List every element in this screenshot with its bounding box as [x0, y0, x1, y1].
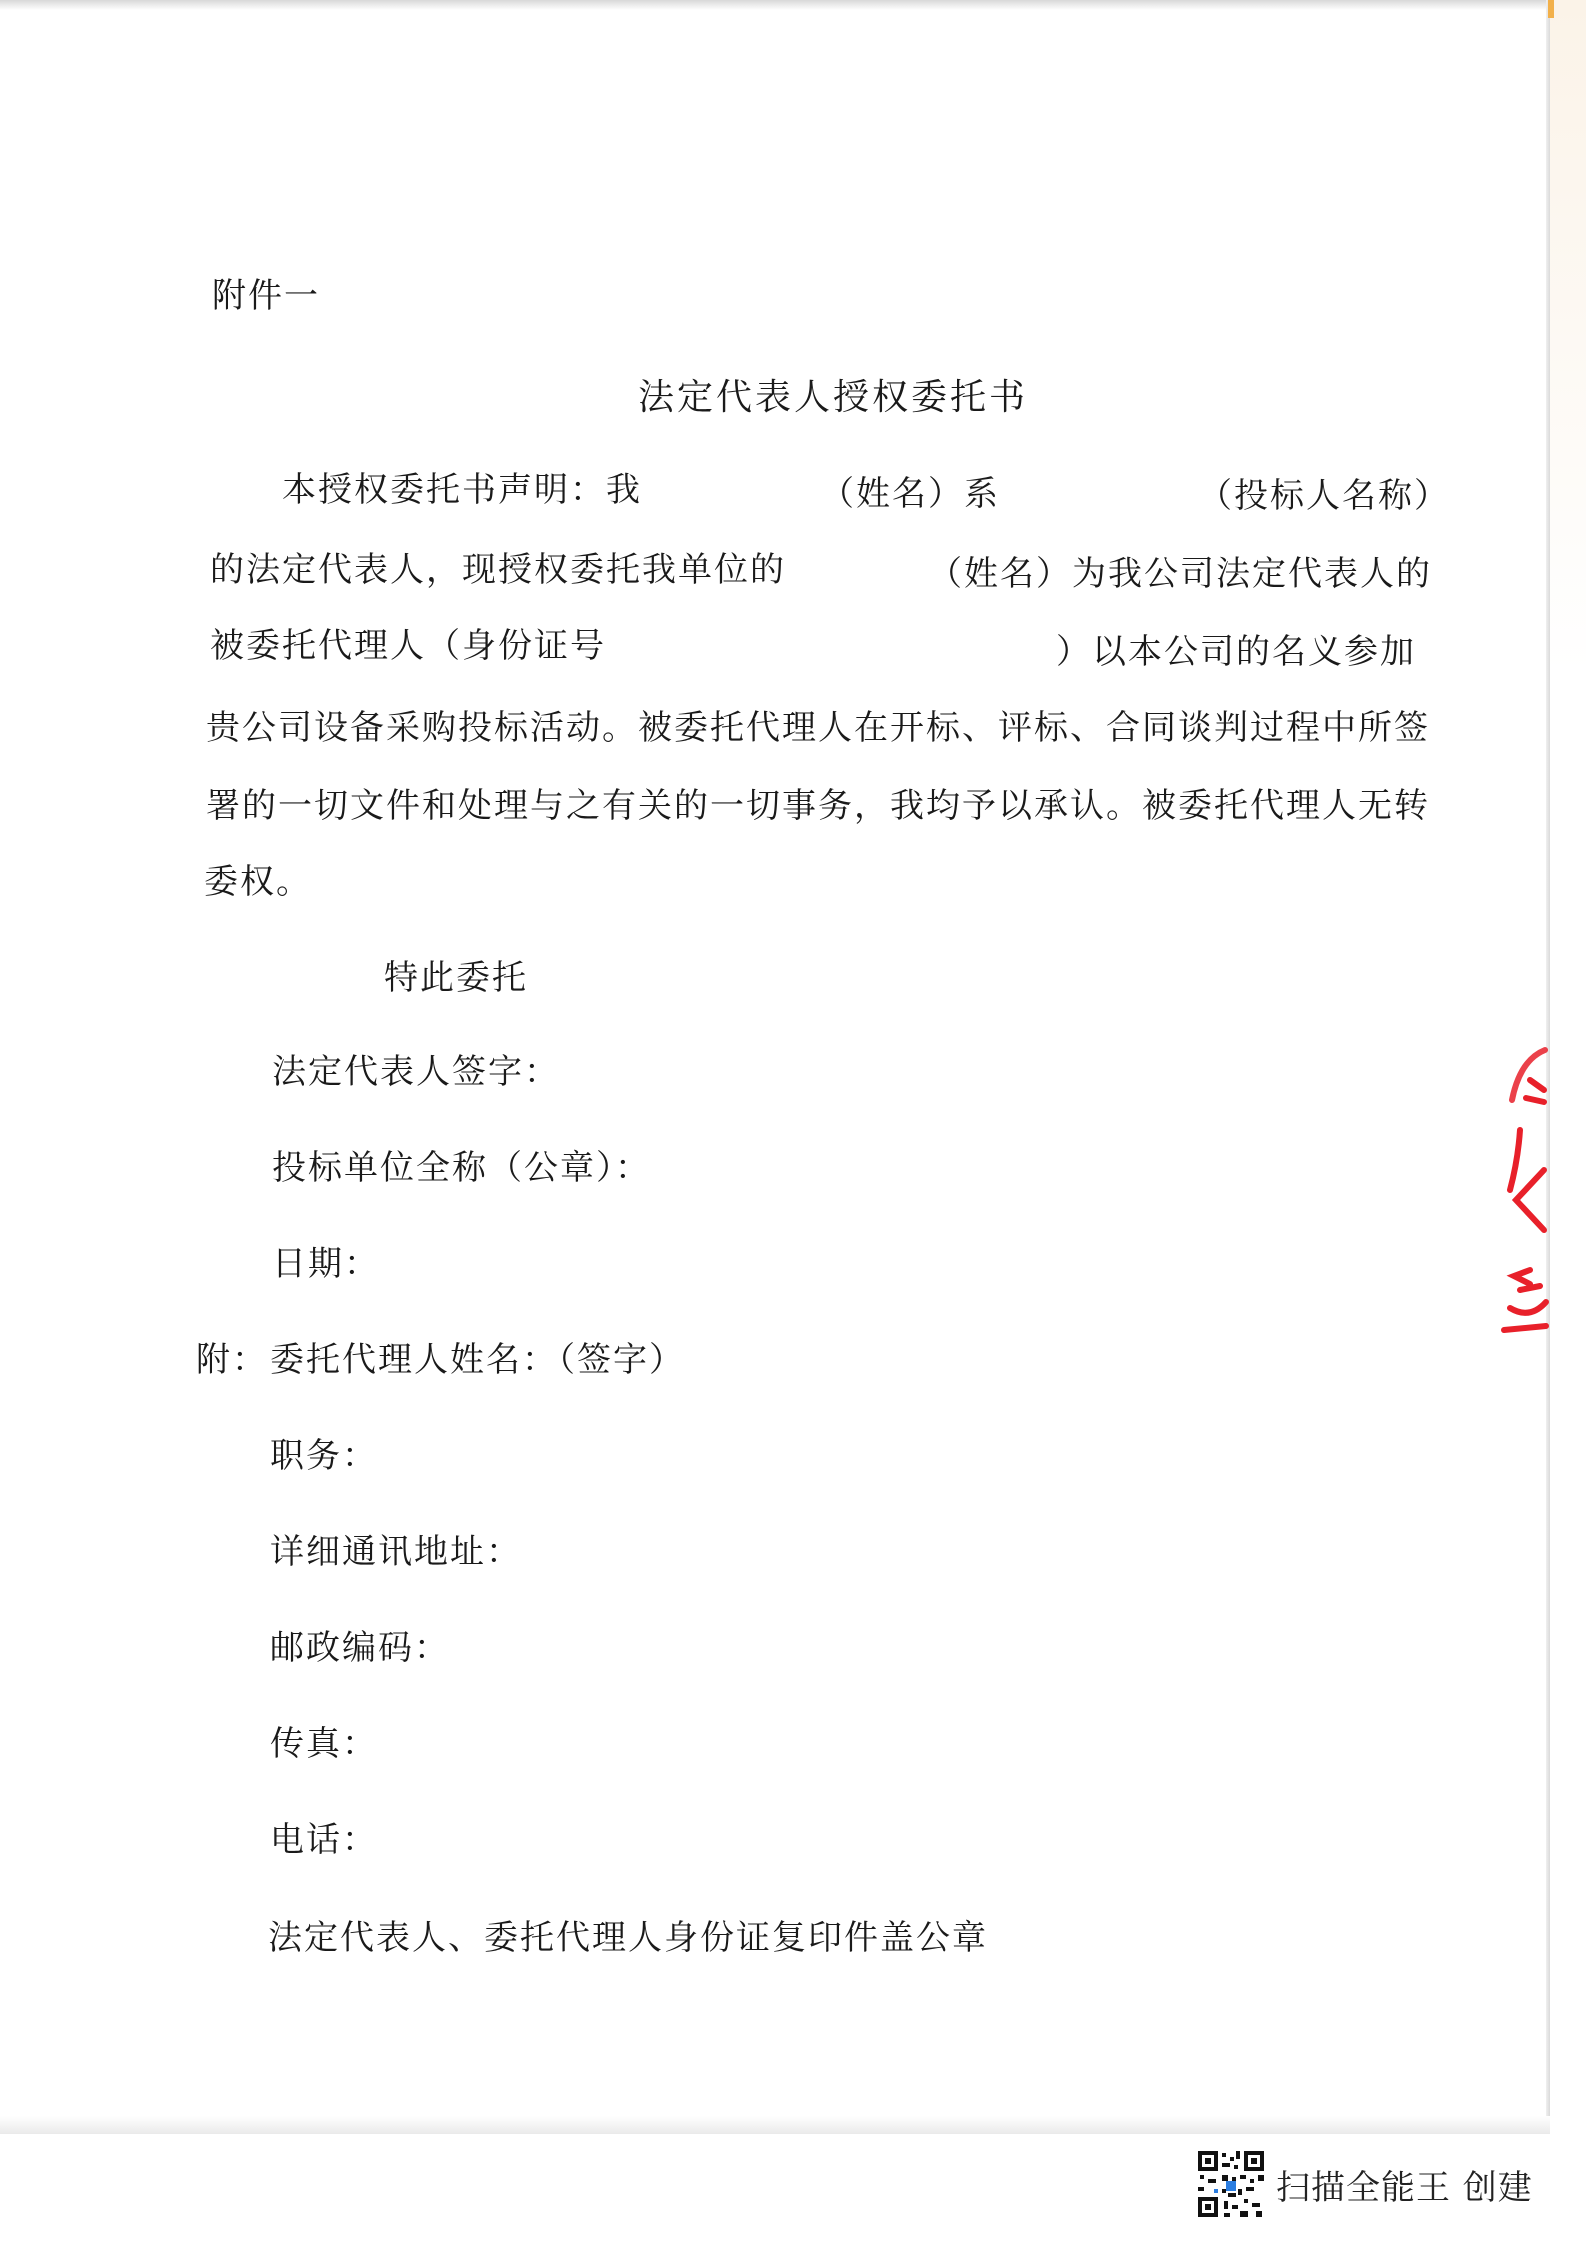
document-title: 法定代表人授权委托书	[638, 377, 1029, 418]
date-label: 日期：	[272, 1244, 380, 1284]
agent-postcode-label: 邮政编码：	[270, 1628, 450, 1668]
legal-rep-signature-label: 法定代表人签字：	[272, 1052, 560, 1092]
declaration-line1-b: （姓名）系	[820, 474, 1000, 514]
scanner-watermark	[1196, 2152, 1533, 2216]
attachment-label: 附件一	[212, 276, 320, 316]
scan-edge-mark	[1548, 0, 1554, 18]
declaration-line2-b: （姓名）为我公司法定代表人的	[928, 554, 1432, 594]
agent-address-label: 详细通讯地址：	[270, 1532, 522, 1572]
declaration-line3-a: 被委托代理人（身份证号	[210, 626, 606, 666]
id-copy-note: 法定代表人、委托代理人身份证复印件盖公章	[268, 1918, 988, 1958]
agent-fax-label: 传真：	[270, 1724, 378, 1764]
declaration-line3-b: ）以本公司的名义参加	[1056, 632, 1416, 672]
agent-position-label: 职务：	[270, 1436, 378, 1476]
declaration-line5: 署的一切文件和处理与之有关的一切事务，我均予以承认。被委托代理人无转	[206, 786, 1430, 826]
declaration-line1-c: （投标人名称）	[1198, 476, 1450, 516]
scan-right-margin	[1550, 0, 1586, 2245]
scan-top-shadow	[0, 0, 1560, 10]
appendix-prefix: 附：	[196, 1340, 268, 1380]
agent-phone-label: 电话：	[270, 1820, 378, 1860]
declaration-line6: 委权。	[204, 862, 312, 902]
declaration-line4: 贵公司设备采购投标活动。被委托代理人在开标、评标、合同谈判过程中所签	[206, 708, 1430, 748]
declaration-line1-a: 本授权委托书声明：我	[282, 470, 642, 510]
closing-phrase: 特此委托	[384, 958, 528, 998]
qr-code-icon	[1196, 2149, 1266, 2219]
red-seal-stamp	[1490, 1040, 1550, 1340]
scanner-brand-text: 扫描全能王 创建	[1276, 2167, 1533, 2208]
bidder-name-label: 投标单位全称（公章）：	[272, 1148, 651, 1188]
scan-bottom-shadow	[0, 2116, 1550, 2134]
declaration-line2-a: 的法定代表人，现授权委托我单位的	[210, 550, 786, 590]
agent-name-label: 委托代理人姓名：（签字）	[270, 1340, 685, 1380]
